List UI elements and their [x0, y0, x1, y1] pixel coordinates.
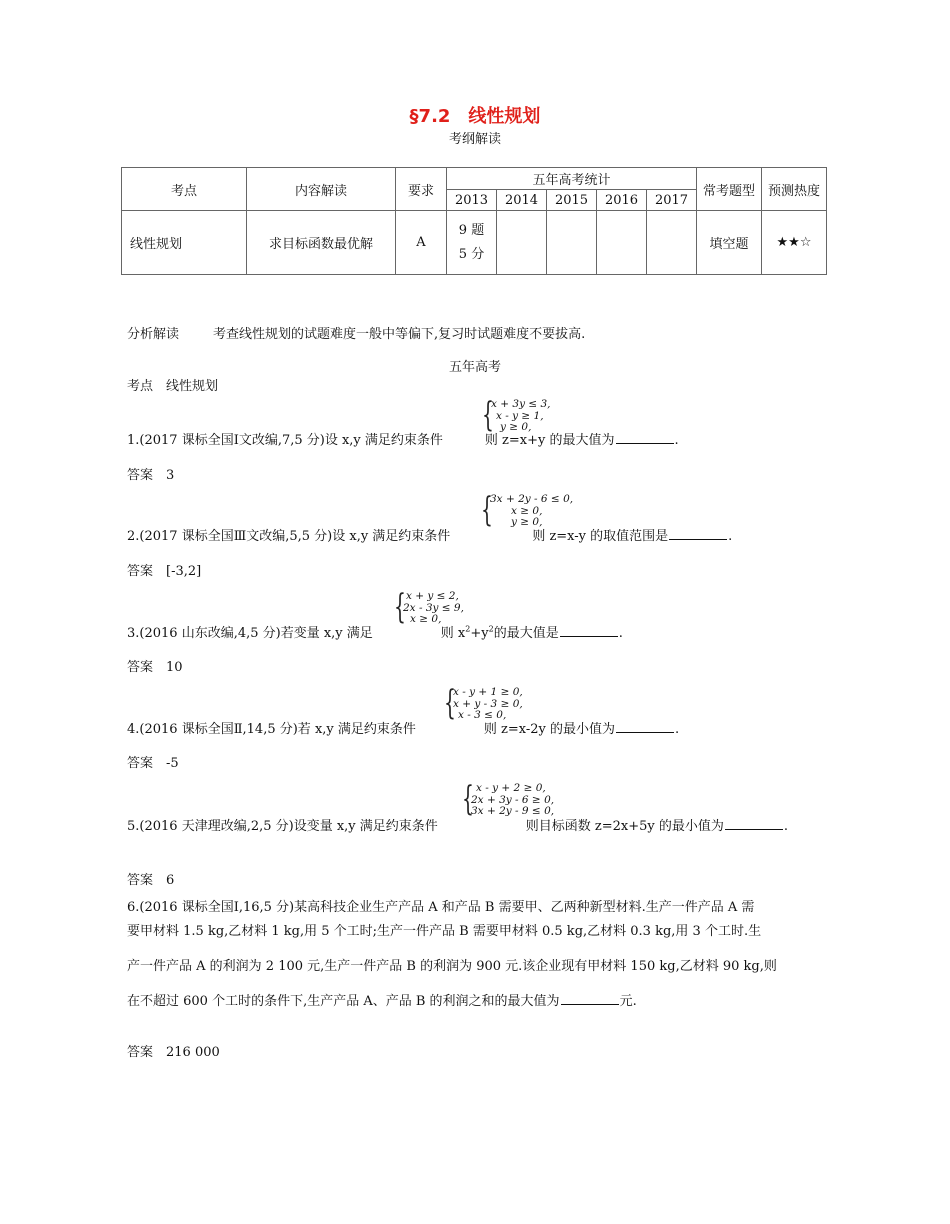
- problem-2: [127, 525, 732, 544]
- problem-prefix: 5.(2016 天津理改编,2,5 分)设变量 x,y 满足约束条件: [127, 819, 438, 834]
- cell-tixing: 填空题: [697, 211, 762, 275]
- superscript: 2: [465, 624, 471, 634]
- superscript: 2: [488, 624, 494, 634]
- problem-6-line: [127, 990, 827, 1014]
- constraint-line: 3x + 2y - 9 ≤ 0,: [471, 805, 555, 817]
- answer-1: 答案 3: [127, 468, 175, 483]
- answer-3: 答案 10: [127, 660, 183, 675]
- period: .: [783, 819, 789, 834]
- problem-6: [127, 896, 827, 1014]
- header-year: 2017: [647, 190, 697, 211]
- problem-question: 则 z=x-y 的取值范围是: [532, 529, 669, 544]
- constraint-system: [481, 490, 574, 530]
- topic-label: 考点 线性规划: [127, 379, 219, 394]
- cell-2013-line2: 5 分: [458, 246, 485, 262]
- header-tixing: 常考题型: [697, 168, 762, 211]
- problem-question: 则 z=x-2y 的最小值为: [483, 722, 616, 737]
- header-neirong: 内容解读: [247, 168, 396, 211]
- constraint-line: y ≥ 0,: [511, 516, 543, 528]
- constraint-line: x + y ≤ 2,: [406, 590, 459, 602]
- period: .: [728, 529, 733, 544]
- cell-2013: [447, 211, 497, 275]
- header-stats: 五年高考统计: [447, 168, 697, 190]
- syllabus-table: [121, 167, 827, 275]
- constraint-line: x + y - 3 ≥ 0,: [453, 697, 523, 710]
- header-year: 2015: [547, 190, 597, 211]
- constraint-line: 2x - 3y ≤ 9,: [403, 601, 464, 614]
- header-year: 2014: [497, 190, 547, 211]
- problem-5: [127, 815, 788, 834]
- problem-prefix: 4.(2016 课标全国Ⅱ,14,5 分)若 x,y 满足约束条件: [127, 722, 416, 737]
- constraint-system: [394, 587, 464, 627]
- brace-icon: {: [444, 683, 456, 723]
- constraint-line: x ≥ 0,: [410, 613, 442, 625]
- answer-blank: [725, 817, 783, 830]
- problem-question: 则目标函数 z=2x+5y 的最小值为: [525, 819, 724, 834]
- period: .: [674, 433, 679, 448]
- answer-blank: [669, 527, 727, 540]
- cell-kaodian: 线性规划: [122, 211, 247, 275]
- brace-icon: {: [482, 395, 494, 435]
- problem-6-line: 要甲材料 1.5 kg,乙材料 1 kg,用 5 个工时;生产一件产品 B 需要甲材料 0.5 kg,乙材料 0.3 kg,用 3 个工时.生: [127, 924, 762, 939]
- header-yaoqiu: 要求: [396, 168, 447, 211]
- header-redu: 预测热度: [762, 168, 827, 211]
- problem-6-line: 产一件产品 A 的利润为 2 100 元,生产一件产品 B 的利润为 900 元.该企业现有甲材料 150 kg,乙材料 90 kg,则: [127, 959, 777, 974]
- header-year: 2016: [597, 190, 647, 211]
- problem-question-mid: +y: [470, 626, 489, 641]
- header-year: 2013: [447, 190, 497, 211]
- answer-2: 答案 [-3,2]: [127, 564, 202, 579]
- constraint-line: x - 3 ≤ 0,: [458, 709, 507, 721]
- cell-2013-line1: 9 题: [458, 222, 485, 238]
- problem-prefix: 1.(2017 课标全国Ⅰ文改编,7,5 分)设 x,y 满足约束条件: [127, 433, 443, 448]
- cell-2015: [547, 211, 597, 275]
- cell-neirong: 求目标函数最优解: [247, 211, 396, 275]
- problem-6-unit: 元.: [619, 994, 637, 1009]
- constraint-line: x - y + 2 ≥ 0,: [476, 782, 546, 794]
- analysis-label: 分析解读: [127, 327, 180, 342]
- answer-blank: [560, 624, 618, 637]
- problem-1: [127, 429, 679, 448]
- cell-2014: [497, 211, 547, 275]
- constraint-line: x + 3y ≤ 3,: [491, 398, 551, 410]
- constraint-line: x ≥ 0,: [511, 504, 543, 517]
- cell-redu-stars: ★★☆: [762, 211, 827, 275]
- problem-6-text: 在不超过 600 个工时的条件下,生产产品 A、产品 B 的利润之和的最大值为: [127, 994, 560, 1009]
- problem-question: 则 z=x+y 的最大值为: [484, 433, 615, 448]
- answer-blank: [616, 431, 674, 444]
- brace-icon: {: [481, 490, 493, 530]
- answer-6: 答案 216 000: [127, 1045, 220, 1060]
- cell-2017: [647, 211, 697, 275]
- problem-3: [127, 622, 623, 641]
- problem-4: [127, 718, 679, 737]
- problem-question-end: 的最大值是: [493, 626, 559, 641]
- problem-6-line: 6.(2016 课标全国Ⅰ,16,5 分)某高科技企业生产产品 A 和产品 B 需要甲、乙两种新型材料.生产一件产品 A 需: [127, 900, 755, 915]
- constraint-system: [444, 683, 523, 723]
- problem-question: 则 x: [440, 626, 466, 641]
- constraint-line: x - y + 1 ≥ 0,: [453, 686, 523, 698]
- period: .: [618, 626, 623, 641]
- period: .: [675, 722, 680, 737]
- constraint-line: 2x + 3y - 6 ≥ 0,: [471, 793, 555, 806]
- answer-blank: [561, 992, 619, 1005]
- constraint-line: 3x + 2y - 6 ≤ 0,: [490, 493, 574, 505]
- cell-2016: [597, 211, 647, 275]
- constraint-system: [462, 779, 555, 819]
- brace-icon: {: [462, 779, 474, 819]
- answer-4: 答案 -5: [127, 756, 179, 771]
- page-subtitle: 考纲解读: [448, 132, 501, 147]
- analysis-text: 考查线性规划的试题难度一般中等偏下,复习时试题难度不要拔高.: [213, 327, 586, 342]
- answer-5: 答案 6: [127, 873, 175, 888]
- answer-blank: [616, 720, 674, 733]
- cell-yaoqiu: A: [396, 211, 447, 275]
- constraint-line: y ≥ 0,: [500, 421, 532, 433]
- problem-prefix: 3.(2016 山东改编,4,5 分)若变量 x,y 满足: [127, 626, 373, 641]
- problem-prefix: 2.(2017 课标全国Ⅲ文改编,5,5 分)设 x,y 满足约束条件: [127, 529, 451, 544]
- section-heading: 五年高考: [448, 360, 501, 375]
- brace-icon: {: [394, 587, 406, 627]
- page-title: §7.2 线性规划: [409, 106, 541, 127]
- constraint-line: x - y ≥ 1,: [496, 409, 544, 422]
- header-kaodian: 考点: [122, 168, 247, 211]
